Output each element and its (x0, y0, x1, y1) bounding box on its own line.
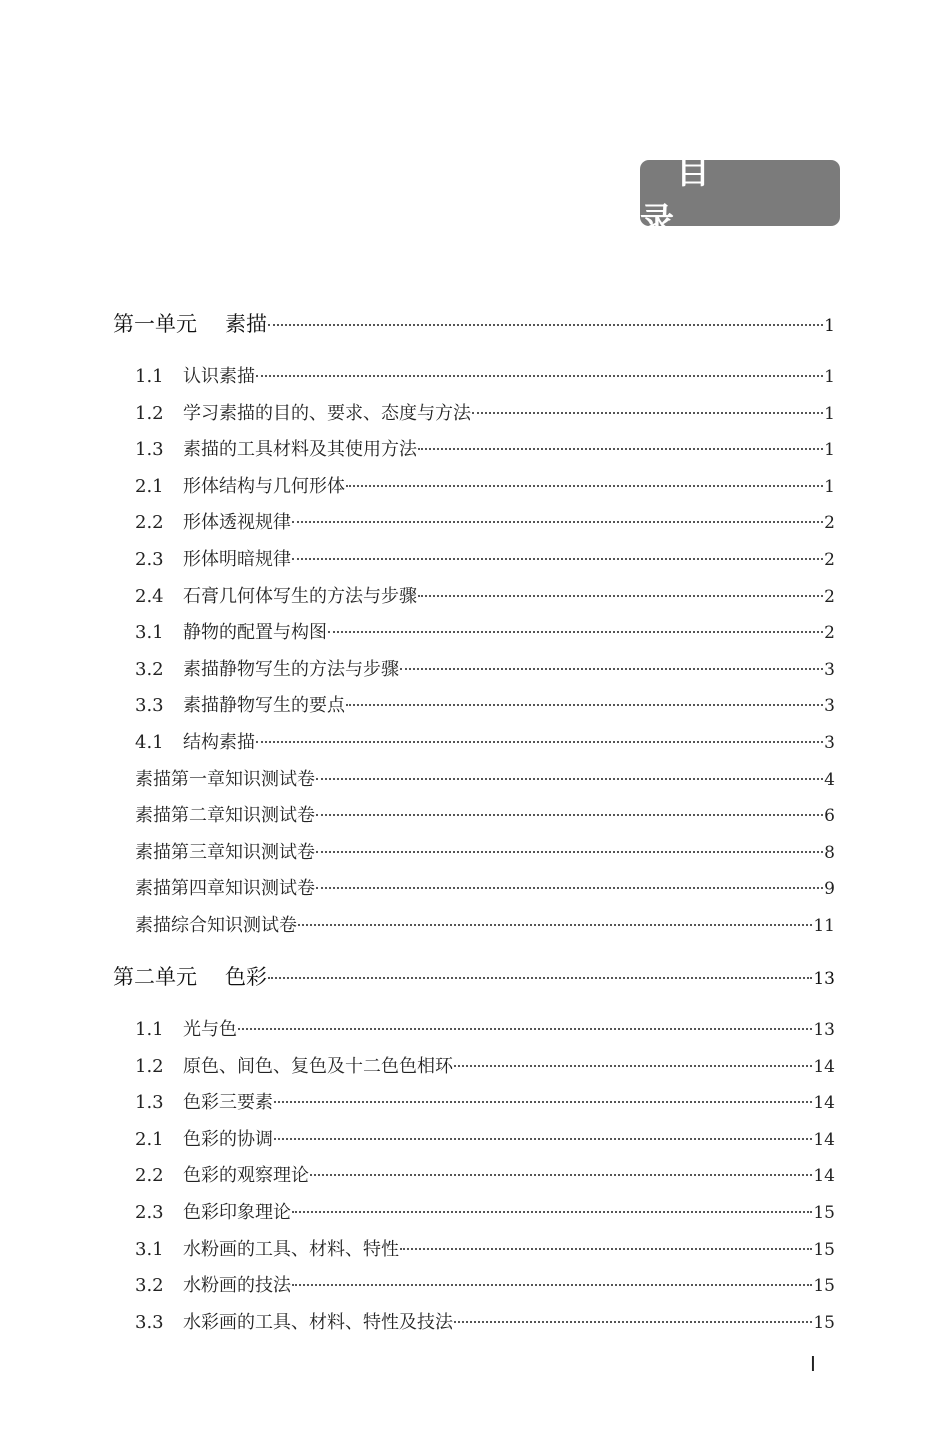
entry-number: 2.4 (135, 585, 164, 607)
entry-page-number: 14 (813, 1056, 835, 1077)
entry-title: 水粉画的技法 (183, 1275, 291, 1297)
entry-title: 素描第二章知识测试卷 (135, 805, 315, 827)
entry-page-number: 1 (824, 367, 835, 387)
entry-number: 1.1 (135, 366, 164, 387)
unit-page-number: 1 (824, 316, 835, 336)
unit-title: 色彩 (225, 965, 267, 989)
leader-dots (268, 977, 812, 979)
entry-title: 素描第四章知识测试卷 (135, 878, 315, 900)
page-number: I (810, 1352, 816, 1376)
entry-page-number: 2 (824, 623, 835, 644)
entry-page-number: 14 (813, 1166, 835, 1187)
entry-number: 1.1 (135, 1019, 164, 1040)
entry-page-number: 6 (824, 806, 835, 827)
entry-page-number: 2 (824, 550, 835, 570)
toc-entry[interactable] (135, 1125, 835, 1151)
leader-dots (400, 668, 823, 670)
entry-title: 色彩三要素 (183, 1092, 273, 1114)
entry-title: 素描静物写生的要点 (183, 695, 345, 717)
entry-page-number: 14 (813, 1093, 835, 1114)
leader-dots (298, 924, 812, 926)
toc-unit-row[interactable] (113, 308, 835, 338)
leader-dots (400, 1248, 812, 1250)
entry-title: 色彩印象理论 (183, 1202, 291, 1223)
entry-page-number: 1 (824, 403, 835, 424)
leader-dots (292, 558, 823, 560)
toc-entry[interactable] (135, 399, 835, 425)
leader-dots (256, 375, 823, 377)
entry-page-number: 1 (824, 476, 835, 497)
toc-unit-row[interactable] (113, 961, 835, 991)
toc-entry[interactable] (135, 1308, 835, 1334)
leader-dots (454, 1065, 812, 1067)
toc-entry[interactable] (135, 728, 835, 754)
entry-title: 素描的工具材料及其使用方法 (183, 439, 417, 461)
toc-entry[interactable] (135, 1235, 835, 1261)
leader-dots (292, 521, 823, 523)
toc-entry[interactable] (135, 435, 835, 461)
toc-entry[interactable] (135, 582, 835, 608)
leader-dots (292, 1211, 812, 1213)
toc-entry[interactable] (135, 1015, 835, 1041)
leader-dots (316, 778, 823, 780)
entry-page-number: 15 (813, 1276, 835, 1297)
entry-number: 3.3 (135, 1311, 164, 1333)
leader-dots (472, 412, 823, 414)
toc-entry[interactable] (135, 508, 835, 534)
entry-title: 原色、间色、复色及十二色色相环 (183, 1055, 453, 1077)
leader-dots (268, 324, 823, 326)
toc-entry[interactable] (135, 911, 835, 937)
toc-entry[interactable] (135, 838, 835, 864)
entry-title: 素描第三章知识测试卷 (135, 841, 315, 863)
entry-number: 1.2 (135, 1055, 164, 1077)
entry-number: 2.1 (135, 475, 164, 497)
entry-title: 素描综合知识测试卷 (135, 915, 297, 936)
entry-title: 学习素描的目的、要求、态度与方法 (183, 402, 471, 424)
toc-entry[interactable] (135, 545, 835, 571)
entry-number: 2.3 (135, 549, 164, 570)
entry-title: 石膏几何体写生的方法与步骤 (183, 585, 417, 607)
toc-entry[interactable] (135, 1161, 835, 1187)
entry-page-number: 13 (813, 1020, 835, 1040)
toc-entry[interactable] (135, 1271, 835, 1297)
unit-title: 素描 (225, 312, 267, 336)
toc-entry[interactable] (135, 1088, 835, 1114)
unit-page-number: 13 (813, 969, 835, 989)
entry-number: 3.1 (135, 1238, 164, 1260)
leader-dots (274, 1138, 812, 1140)
toc-entry[interactable] (135, 1198, 835, 1224)
toc-entry[interactable] (135, 1052, 835, 1078)
entry-page-number: 4 (824, 769, 835, 790)
entry-page-number: 3 (824, 696, 835, 717)
entry-page-number: 3 (824, 659, 835, 680)
toc-title: 目 录 (640, 160, 840, 226)
toc-entry[interactable] (135, 472, 835, 498)
leader-dots (316, 814, 823, 816)
leader-dots (454, 1321, 812, 1323)
leader-dots (418, 595, 823, 597)
toc-entry[interactable] (135, 362, 835, 388)
leader-dots (346, 485, 823, 487)
entry-number: 2.2 (135, 1165, 164, 1187)
toc-entry[interactable] (135, 618, 835, 644)
entry-title: 水粉画的工具、材料、特性 (183, 1238, 399, 1260)
toc-entry[interactable] (135, 874, 835, 900)
entry-number: 2.3 (135, 1202, 164, 1223)
entry-title: 静物的配置与构图 (183, 622, 327, 644)
toc-entry[interactable] (135, 765, 835, 791)
entry-title: 色彩的协调 (183, 1128, 273, 1150)
entry-title: 结构素描 (183, 732, 255, 753)
entry-title: 素描静物写生的方法与步骤 (183, 658, 399, 680)
entry-page-number: 2 (824, 513, 835, 534)
leader-dots (274, 1101, 812, 1103)
leader-dots (238, 1028, 812, 1030)
entry-page-number: 11 (813, 916, 835, 936)
leader-dots (316, 851, 823, 853)
entry-page-number: 3 (824, 733, 835, 753)
leader-dots (346, 704, 823, 706)
leader-dots (256, 741, 823, 743)
entry-number: 3.2 (135, 658, 164, 680)
unit-label: 第二单元 (113, 965, 197, 989)
toc-entry[interactable] (135, 691, 835, 717)
toc-entry[interactable] (135, 655, 835, 681)
entry-number: 1.3 (135, 439, 164, 461)
entry-title: 形体明暗规律 (183, 549, 291, 570)
entry-page-number: 15 (813, 1239, 835, 1260)
entry-number: 2.1 (135, 1128, 164, 1150)
entry-title: 水彩画的工具、材料、特性及技法 (183, 1311, 453, 1333)
entry-title: 素描第一章知识测试卷 (135, 768, 315, 790)
entry-page-number: 8 (824, 842, 835, 863)
entry-number: 3.2 (135, 1275, 164, 1297)
entry-title: 色彩的观察理论 (183, 1165, 309, 1187)
leader-dots (418, 448, 823, 450)
entry-title: 形体结构与几何形体 (183, 475, 345, 497)
entry-page-number: 2 (824, 586, 835, 607)
entry-number: 1.3 (135, 1092, 164, 1114)
entry-number: 3.1 (135, 622, 164, 644)
entry-page-number: 15 (813, 1312, 835, 1333)
entry-number: 1.2 (135, 402, 164, 424)
unit-label: 第一单元 (113, 312, 197, 336)
entry-number: 3.3 (135, 695, 164, 717)
entry-title: 形体透视规律 (183, 512, 291, 534)
entry-page-number: 14 (813, 1129, 835, 1150)
entry-page-number: 15 (813, 1203, 835, 1223)
entry-page-number: 9 (824, 879, 835, 900)
entry-number: 2.2 (135, 512, 164, 534)
entry-number: 4.1 (135, 732, 164, 753)
toc-entry[interactable] (135, 801, 835, 827)
entry-title: 光与色 (183, 1019, 237, 1040)
leader-dots (310, 1174, 812, 1176)
leader-dots (328, 631, 823, 633)
entry-title: 认识素描 (183, 366, 255, 387)
entry-page-number: 1 (824, 440, 835, 461)
leader-dots (292, 1284, 812, 1286)
leader-dots (316, 887, 823, 889)
